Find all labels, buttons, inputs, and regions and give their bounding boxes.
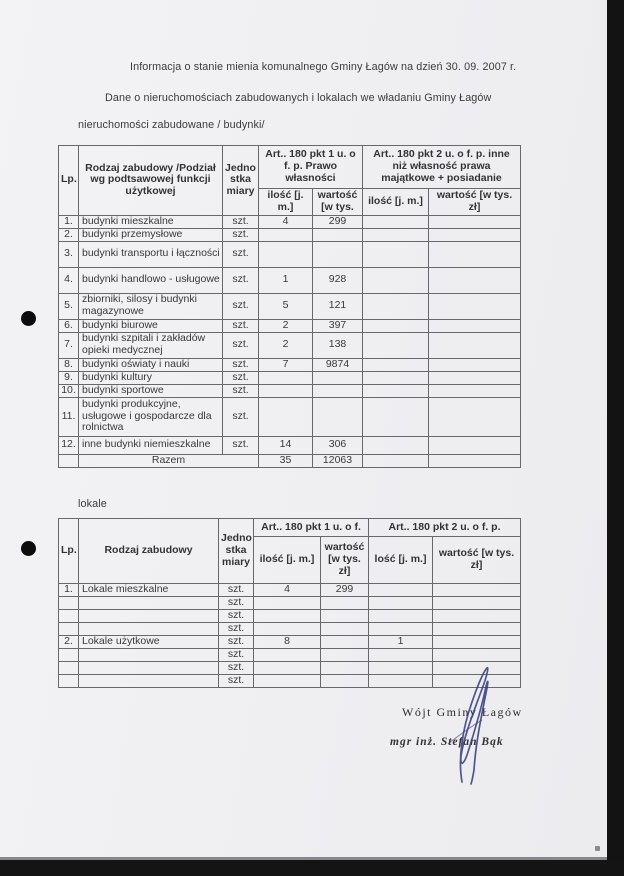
cell-unit: szt. xyxy=(223,293,259,319)
table-row xyxy=(59,332,521,358)
cell-value1: 299 xyxy=(321,584,369,597)
cell-qty1 xyxy=(254,649,321,662)
cell-type: budynki produkcyjne, usługowe i gospodarcze dla rolnictwa xyxy=(79,397,223,436)
header-group2: Art.. 180 pkt 2 u. o f. p. xyxy=(369,519,521,537)
buildings-table xyxy=(58,145,521,468)
cell-value2 xyxy=(429,228,521,241)
cell-lp: 1. xyxy=(59,584,79,597)
cell-type: inne budynki niemieszkalne xyxy=(79,436,223,454)
cell-unit: szt. xyxy=(223,228,259,241)
cell-type: budynki szpitali i zakładów opieki medycznej xyxy=(79,332,223,358)
cell-unit: szt. xyxy=(219,636,254,649)
header-type: Rodzaj zabudowy xyxy=(79,519,219,584)
cell-type: Lokale użytkowe xyxy=(79,636,219,649)
table-row xyxy=(59,358,521,371)
header-group2: Art.. 180 pkt 2 u. o f. p. inne niż własność prawa majątkowe + posiadanie xyxy=(363,146,521,189)
table-row xyxy=(59,649,521,662)
cell-value2 xyxy=(429,358,521,371)
scan-border-right xyxy=(607,0,624,876)
cell-unit: szt. xyxy=(223,436,259,454)
cell-value1 xyxy=(313,371,363,384)
cell-type xyxy=(79,675,219,688)
section-label-premises: lokale xyxy=(78,498,107,510)
cell-qty1: 1 xyxy=(259,267,313,293)
cell-lp: 2. xyxy=(59,228,79,241)
cell-qty2 xyxy=(363,397,429,436)
header-type: Rodzaj zabudowy /Podział wg podtsawowej funkcji użytkowej xyxy=(79,146,223,216)
signature-name: mgr inż. Stefan Bąk xyxy=(390,736,504,748)
cell-qty1 xyxy=(254,597,321,610)
cell-lp xyxy=(59,454,79,467)
cell-unit: szt. xyxy=(223,332,259,358)
cell-value2 xyxy=(429,371,521,384)
total-label: Razem xyxy=(79,454,259,467)
header-lp: Lp. xyxy=(59,519,79,584)
cell-type xyxy=(79,623,219,636)
header-group1: Art.. 180 pkt 1 u. o f. xyxy=(254,519,369,537)
cell-lp xyxy=(59,662,79,675)
cell-lp xyxy=(59,675,79,688)
table-row xyxy=(59,371,521,384)
header-value2: wartość [w tys. zł] xyxy=(429,189,521,216)
cell-value2 xyxy=(433,623,521,636)
cell-lp xyxy=(59,649,79,662)
table-row xyxy=(59,584,521,597)
cell-value2 xyxy=(433,636,521,649)
cell-unit: szt. xyxy=(219,649,254,662)
cell-unit: szt. xyxy=(219,597,254,610)
cell-type: budynki handlowo - usługowe xyxy=(79,267,223,293)
cell-qty1 xyxy=(259,241,313,267)
document-title: Informacja o stanie mienia komunalnego Gminy Łagów na dzień 30. 09. 2007 r. xyxy=(130,61,517,73)
cell-unit: szt. xyxy=(219,623,254,636)
cell-lp: 10. xyxy=(59,384,79,397)
cell-qty2 xyxy=(369,597,433,610)
cell-qty1: 8 xyxy=(254,636,321,649)
cell-qty1: 4 xyxy=(254,584,321,597)
cell-unit: szt. xyxy=(223,215,259,228)
header-unit: Jedno stka miary xyxy=(223,146,259,216)
cell-value1: 9874 xyxy=(313,358,363,371)
cell-qty1: 5 xyxy=(259,293,313,319)
section-label-buildings: nieruchomości zabudowane / budynki/ xyxy=(78,119,265,131)
cell-value2 xyxy=(429,332,521,358)
cell-type xyxy=(79,649,219,662)
cell-value1 xyxy=(321,610,369,623)
cell-value1 xyxy=(313,397,363,436)
cell-unit: szt. xyxy=(223,371,259,384)
cell-value1 xyxy=(313,228,363,241)
table-row xyxy=(59,436,521,454)
header-value1: wartość [w tys. xyxy=(313,189,363,216)
cell-qty2 xyxy=(369,675,433,688)
table-total-row xyxy=(59,454,521,467)
cell-lp xyxy=(59,610,79,623)
cell-unit: szt. xyxy=(223,384,259,397)
cell-value1 xyxy=(321,649,369,662)
cell-qty1 xyxy=(254,662,321,675)
table-header-row xyxy=(59,146,521,189)
table-row xyxy=(59,241,521,267)
document-subtitle: Dane o nieruchomościach zabudowanych i lokalach we władaniu Gminy Łagów xyxy=(105,92,492,104)
cell-qty2 xyxy=(369,584,433,597)
cell-type: Lokale mieszkalne xyxy=(79,584,219,597)
cell-unit: szt. xyxy=(223,319,259,332)
cell-value1 xyxy=(321,675,369,688)
cell-value1: 397 xyxy=(313,319,363,332)
scan-speck xyxy=(595,846,600,851)
table-row xyxy=(59,610,521,623)
cell-qty2 xyxy=(363,384,429,397)
cell-value2 xyxy=(429,319,521,332)
header-qty1: ilość [j. m.] xyxy=(259,189,313,216)
header-value2: wartość [w tys. zł] xyxy=(433,537,521,584)
table-row xyxy=(59,623,521,636)
table-row xyxy=(59,636,521,649)
table-row xyxy=(59,319,521,332)
cell-unit: szt. xyxy=(219,675,254,688)
cell-value1 xyxy=(321,597,369,610)
hole-punch-top xyxy=(21,311,36,326)
cell-qty1: 7 xyxy=(259,358,313,371)
cell-value1 xyxy=(321,662,369,675)
cell-lp: 2. xyxy=(59,636,79,649)
cell-qty2 xyxy=(369,662,433,675)
cell-value1: 306 xyxy=(313,436,363,454)
cell-qty2 xyxy=(363,293,429,319)
cell-type xyxy=(79,597,219,610)
cell-type: budynki oświaty i nauki xyxy=(79,358,223,371)
cell-type: zbiorniki, silosy i budynki magazynowe xyxy=(79,293,223,319)
total-qty1: 35 xyxy=(259,454,313,467)
premises-table xyxy=(58,518,521,688)
table-header-row xyxy=(59,519,521,537)
cell-type xyxy=(79,662,219,675)
cell-qty2 xyxy=(363,371,429,384)
total-value2 xyxy=(429,454,521,467)
cell-lp: 12. xyxy=(59,436,79,454)
table-row xyxy=(59,215,521,228)
cell-type: budynki transportu i łączności xyxy=(79,241,223,267)
cell-value1: 121 xyxy=(313,293,363,319)
table-row xyxy=(59,267,521,293)
cell-qty1 xyxy=(259,384,313,397)
cell-value2 xyxy=(433,584,521,597)
cell-qty1 xyxy=(259,371,313,384)
cell-qty2: 1 xyxy=(369,636,433,649)
hole-punch-bottom xyxy=(21,541,36,556)
cell-unit: szt. xyxy=(223,397,259,436)
cell-qty2 xyxy=(363,241,429,267)
cell-value1 xyxy=(313,241,363,267)
cell-qty2 xyxy=(369,649,433,662)
cell-qty2 xyxy=(363,358,429,371)
cell-qty2 xyxy=(369,623,433,636)
cell-qty2 xyxy=(363,215,429,228)
table-row xyxy=(59,384,521,397)
cell-value1 xyxy=(313,384,363,397)
cell-unit: szt. xyxy=(219,584,254,597)
cell-qty1 xyxy=(254,675,321,688)
cell-qty2 xyxy=(363,319,429,332)
total-value1: 12063 xyxy=(313,454,363,467)
cell-value1: 299 xyxy=(313,215,363,228)
cell-qty1 xyxy=(254,610,321,623)
cell-qty2 xyxy=(363,267,429,293)
cell-type: budynki kultury xyxy=(79,371,223,384)
cell-value1 xyxy=(321,623,369,636)
header-qty1: ilość [j. m.] xyxy=(254,537,321,584)
handwritten-signature xyxy=(428,664,508,786)
cell-qty1 xyxy=(259,228,313,241)
cell-value2 xyxy=(429,384,521,397)
cell-lp: 6. xyxy=(59,319,79,332)
cell-qty1 xyxy=(259,397,313,436)
total-qty2 xyxy=(363,454,429,467)
table-row xyxy=(59,293,521,319)
cell-lp: 4. xyxy=(59,267,79,293)
cell-qty1 xyxy=(254,623,321,636)
cell-qty1: 2 xyxy=(259,319,313,332)
cell-value2 xyxy=(429,293,521,319)
cell-unit: szt. xyxy=(223,241,259,267)
table-row xyxy=(59,228,521,241)
table-row xyxy=(59,397,521,436)
cell-lp: 11. xyxy=(59,397,79,436)
cell-qty1: 14 xyxy=(259,436,313,454)
cell-type: budynki sportowe xyxy=(79,384,223,397)
cell-type: budynki mieszkalne xyxy=(79,215,223,228)
cell-value2 xyxy=(433,597,521,610)
header-lp: Lp. xyxy=(59,146,79,216)
cell-lp: 8. xyxy=(59,358,79,371)
cell-unit: szt. xyxy=(223,267,259,293)
header-qty2: lość [j. m.] xyxy=(369,537,433,584)
cell-type xyxy=(79,610,219,623)
cell-lp: 3. xyxy=(59,241,79,267)
cell-value1 xyxy=(321,636,369,649)
cell-unit: szt. xyxy=(219,610,254,623)
header-unit: Jedno stka miary xyxy=(219,519,254,584)
cell-qty2 xyxy=(363,332,429,358)
cell-lp: 7. xyxy=(59,332,79,358)
cell-value2 xyxy=(433,610,521,623)
cell-value2 xyxy=(429,215,521,228)
cell-qty2 xyxy=(369,610,433,623)
signature-title: Wójt Gminy Łagów xyxy=(402,705,523,719)
table-row xyxy=(59,597,521,610)
cell-value2 xyxy=(429,241,521,267)
cell-qty1: 4 xyxy=(259,215,313,228)
cell-qty2 xyxy=(363,228,429,241)
cell-unit: szt. xyxy=(223,358,259,371)
cell-lp: 5. xyxy=(59,293,79,319)
header-qty2: ilość [j. m.] xyxy=(363,189,429,216)
cell-qty1: 2 xyxy=(259,332,313,358)
cell-lp xyxy=(59,597,79,610)
cell-type: budynki przemysłowe xyxy=(79,228,223,241)
cell-value2 xyxy=(429,267,521,293)
cell-value1: 138 xyxy=(313,332,363,358)
cell-lp xyxy=(59,623,79,636)
cell-value2 xyxy=(429,397,521,436)
cell-value1: 928 xyxy=(313,267,363,293)
scan-border-bottom xyxy=(0,860,624,876)
cell-value2 xyxy=(433,649,521,662)
cell-lp: 9. xyxy=(59,371,79,384)
cell-qty2 xyxy=(363,436,429,454)
cell-lp: 1. xyxy=(59,215,79,228)
header-value1: wartość [w tys. zł] xyxy=(321,537,369,584)
header-group1: Art.. 180 pkt 1 u. o f. p. Prawo własności xyxy=(259,146,363,189)
cell-type: budynki biurowe xyxy=(79,319,223,332)
cell-value2 xyxy=(429,436,521,454)
cell-unit: szt. xyxy=(219,662,254,675)
